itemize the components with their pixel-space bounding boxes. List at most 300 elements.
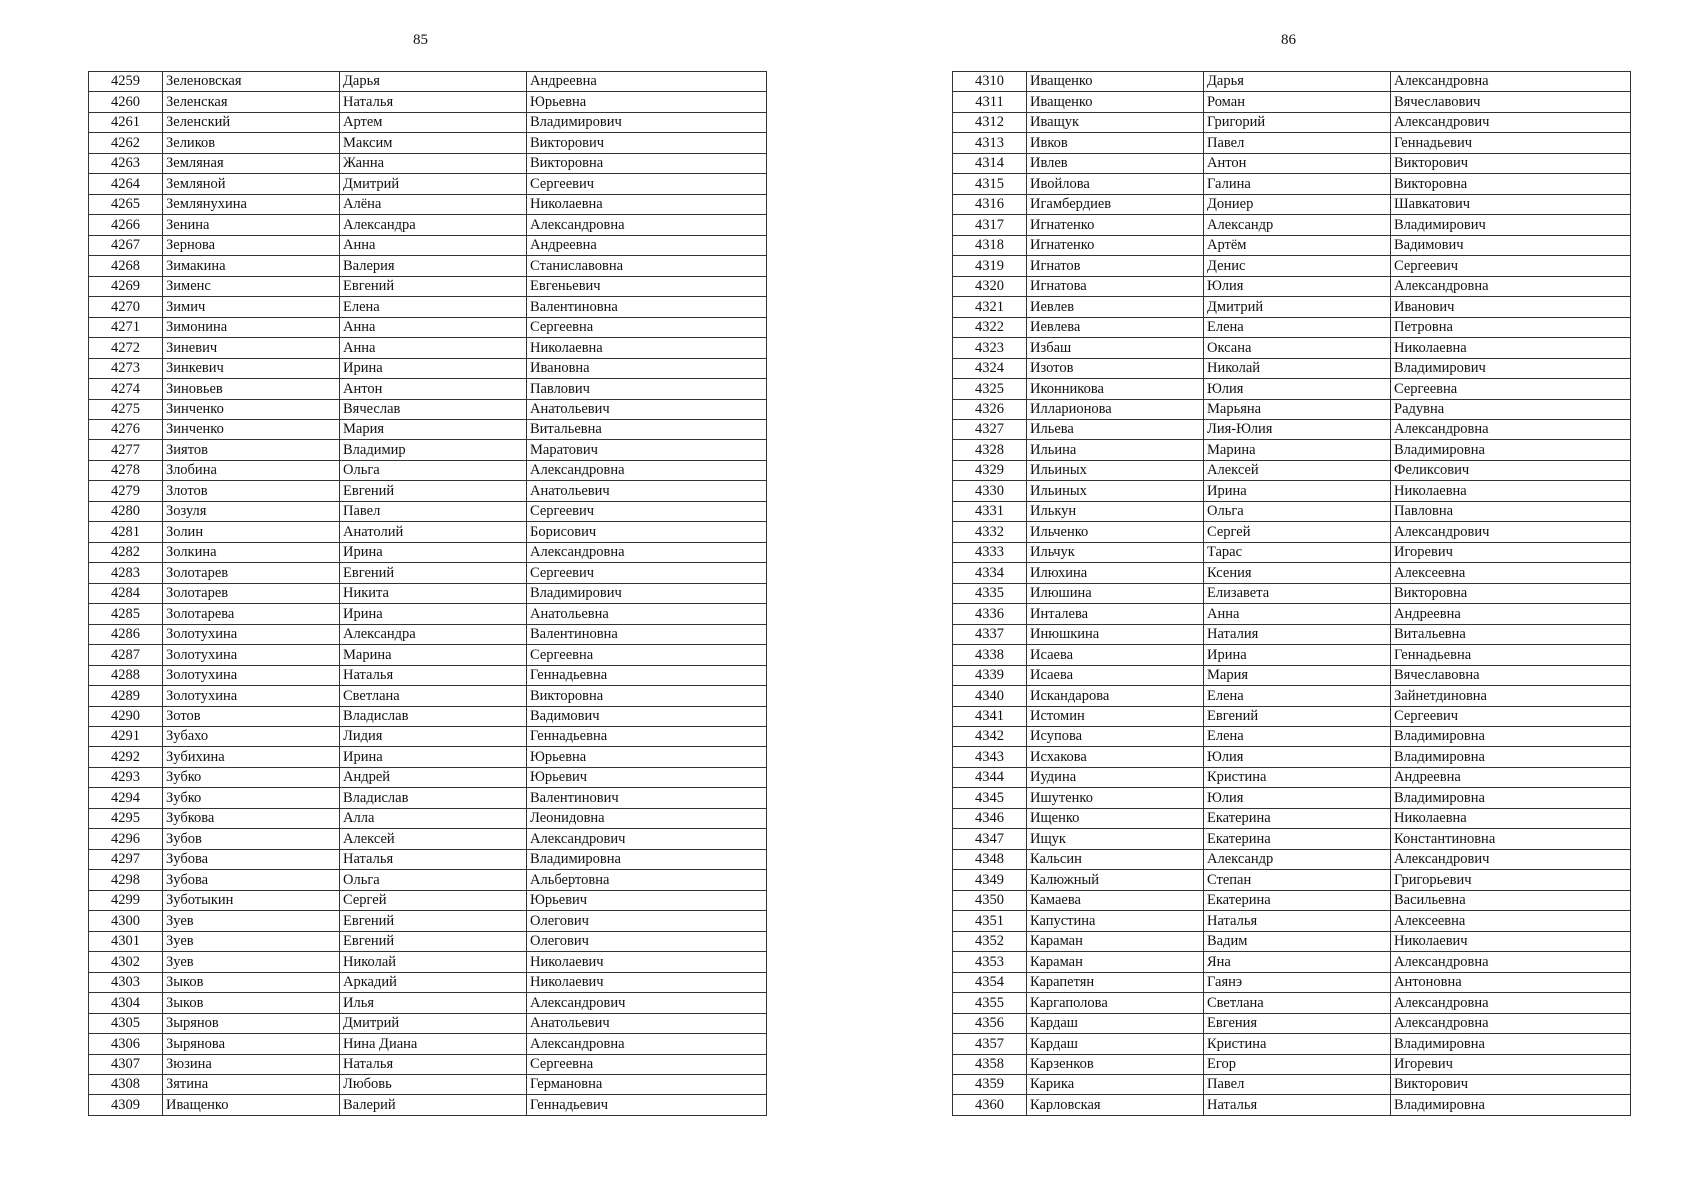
row-number-cell: 4332 — [953, 522, 1027, 542]
last-name-cell: Камаева — [1027, 890, 1204, 910]
row-number-cell: 4324 — [953, 358, 1027, 378]
table-row — [89, 645, 767, 665]
row-number-cell: 4356 — [953, 1013, 1027, 1033]
table-row — [89, 747, 767, 767]
row-number-cell: 4259 — [89, 72, 163, 92]
row-number-cell: 4261 — [89, 112, 163, 132]
row-number-cell: 4283 — [89, 563, 163, 583]
row-number-cell: 4295 — [89, 808, 163, 828]
first-name-cell: Денис — [1204, 256, 1391, 276]
last-name-cell: Зубова — [163, 870, 340, 890]
table-row — [953, 563, 1631, 583]
patronymic-cell: Петровна — [1391, 317, 1631, 337]
table-row — [953, 727, 1631, 747]
row-number-cell: 4267 — [89, 235, 163, 255]
patronymic-cell: Иванович — [1391, 297, 1631, 317]
names-table-page-85 — [88, 71, 767, 1116]
last-name-cell: Зинченко — [163, 399, 340, 419]
last-name-cell: Карапетян — [1027, 972, 1204, 992]
first-name-cell: Евгений — [340, 481, 527, 501]
last-name-cell: Иващенко — [163, 1095, 340, 1115]
patronymic-cell: Вячеславович — [1391, 92, 1631, 112]
last-name-cell: Карловская — [1027, 1095, 1204, 1115]
last-name-cell: Золин — [163, 522, 340, 542]
row-number-cell: 4284 — [89, 583, 163, 603]
last-name-cell: Зубов — [163, 829, 340, 849]
patronymic-cell: Вадимович — [1391, 235, 1631, 255]
patronymic-cell: Сергеевич — [527, 563, 767, 583]
patronymic-cell: Викторович — [1391, 153, 1631, 173]
last-name-cell: Исаева — [1027, 665, 1204, 685]
table-row — [953, 153, 1631, 173]
first-name-cell: Владимир — [340, 440, 527, 460]
page-number: 85 — [413, 32, 428, 48]
first-name-cell: Наталия — [1204, 624, 1391, 644]
last-name-cell: Зуботыкин — [163, 890, 340, 910]
row-number-cell: 4327 — [953, 419, 1027, 439]
last-name-cell: Зимакина — [163, 256, 340, 276]
patronymic-cell: Зайнетдиновна — [1391, 686, 1631, 706]
table-row — [89, 379, 767, 399]
table-row — [89, 338, 767, 358]
row-number-cell: 4344 — [953, 767, 1027, 787]
patronymic-cell: Олегович — [527, 911, 767, 931]
row-number-cell: 4337 — [953, 624, 1027, 644]
patronymic-cell: Сергеевна — [527, 317, 767, 337]
patronymic-cell: Александровна — [1391, 1013, 1631, 1033]
patronymic-cell: Валентиновна — [527, 624, 767, 644]
row-number-cell: 4273 — [89, 358, 163, 378]
table-row — [953, 297, 1631, 317]
last-name-cell: Карзенков — [1027, 1054, 1204, 1074]
first-name-cell: Андрей — [340, 767, 527, 787]
table-row — [953, 972, 1631, 992]
table-row — [89, 1034, 767, 1054]
table-row — [89, 808, 767, 828]
last-name-cell: Золотухина — [163, 686, 340, 706]
row-number-cell: 4286 — [89, 624, 163, 644]
first-name-cell: Владислав — [340, 788, 527, 808]
row-number-cell: 4341 — [953, 706, 1027, 726]
row-number-cell: 4315 — [953, 174, 1027, 194]
row-number-cell: 4277 — [89, 440, 163, 460]
table-row — [89, 72, 767, 92]
last-name-cell: Кардаш — [1027, 1034, 1204, 1054]
table-row — [953, 1034, 1631, 1054]
last-name-cell: Золотарев — [163, 563, 340, 583]
table-row — [953, 1074, 1631, 1094]
table-row — [89, 727, 767, 747]
first-name-cell: Алла — [340, 808, 527, 828]
last-name-cell: Изотов — [1027, 358, 1204, 378]
table-row — [953, 399, 1631, 419]
table-row — [89, 1054, 767, 1074]
first-name-cell: Юлия — [1204, 276, 1391, 296]
table-row — [953, 952, 1631, 972]
row-number-cell: 4275 — [89, 399, 163, 419]
table-row — [89, 419, 767, 439]
patronymic-cell: Александрович — [1391, 112, 1631, 132]
first-name-cell: Артём — [1204, 235, 1391, 255]
table-row — [953, 706, 1631, 726]
row-number-cell: 4288 — [89, 665, 163, 685]
row-number-cell: 4291 — [89, 727, 163, 747]
table-row — [89, 972, 767, 992]
last-name-cell: Зимич — [163, 297, 340, 317]
row-number-cell: 4282 — [89, 542, 163, 562]
table-row — [953, 993, 1631, 1013]
last-name-cell: Зиятов — [163, 440, 340, 460]
patronymic-cell: Геннадьевна — [1391, 645, 1631, 665]
patronymic-cell: Владимировна — [1391, 1034, 1631, 1054]
last-name-cell: Илларионова — [1027, 399, 1204, 419]
last-name-cell: Ищенко — [1027, 808, 1204, 828]
row-number-cell: 4354 — [953, 972, 1027, 992]
table-row — [89, 235, 767, 255]
last-name-cell: Зырянов — [163, 1013, 340, 1033]
patronymic-cell: Сергеевич — [1391, 706, 1631, 726]
first-name-cell: Кристина — [1204, 1034, 1391, 1054]
first-name-cell: Анатолий — [340, 522, 527, 542]
patronymic-cell: Александровна — [1391, 419, 1631, 439]
table-row — [89, 686, 767, 706]
table-row — [953, 440, 1631, 460]
table-row — [89, 317, 767, 337]
table-row — [953, 890, 1631, 910]
row-number-cell: 4338 — [953, 645, 1027, 665]
patronymic-cell: Александровна — [1391, 276, 1631, 296]
patronymic-cell: Геннадьевич — [527, 1095, 767, 1115]
last-name-cell: Ивойлова — [1027, 174, 1204, 194]
row-number-cell: 4279 — [89, 481, 163, 501]
row-number-cell: 4301 — [89, 931, 163, 951]
patronymic-cell: Андреевна — [527, 235, 767, 255]
table-row — [89, 911, 767, 931]
last-name-cell: Игнатенко — [1027, 235, 1204, 255]
first-name-cell: Александр — [1204, 849, 1391, 869]
row-number-cell: 4294 — [89, 788, 163, 808]
table-row — [953, 235, 1631, 255]
row-number-cell: 4336 — [953, 604, 1027, 624]
table-row — [89, 829, 767, 849]
first-name-cell: Елизавета — [1204, 583, 1391, 603]
table-row — [89, 604, 767, 624]
last-name-cell: Иващенко — [1027, 92, 1204, 112]
table-row — [89, 849, 767, 869]
row-number-cell: 4293 — [89, 767, 163, 787]
last-name-cell: Ильченко — [1027, 522, 1204, 542]
last-name-cell: Избаш — [1027, 338, 1204, 358]
table-row — [953, 72, 1631, 92]
table-row — [953, 1054, 1631, 1074]
patronymic-cell: Борисович — [527, 522, 767, 542]
table-row — [89, 767, 767, 787]
table-row — [953, 256, 1631, 276]
patronymic-cell: Викторовна — [1391, 174, 1631, 194]
patronymic-cell: Павловна — [1391, 501, 1631, 521]
patronymic-cell: Альбертовна — [527, 870, 767, 890]
row-number-cell: 4339 — [953, 665, 1027, 685]
last-name-cell: Иевлев — [1027, 297, 1204, 317]
last-name-cell: Игамбердиев — [1027, 194, 1204, 214]
table-row — [953, 788, 1631, 808]
row-number-cell: 4280 — [89, 501, 163, 521]
patronymic-cell: Александровна — [527, 542, 767, 562]
table-row — [89, 481, 767, 501]
first-name-cell: Владислав — [340, 706, 527, 726]
first-name-cell: Ирина — [340, 358, 527, 378]
first-name-cell: Евгений — [340, 931, 527, 951]
first-name-cell: Алексей — [340, 829, 527, 849]
row-number-cell: 4281 — [89, 522, 163, 542]
table-row — [89, 665, 767, 685]
first-name-cell: Вячеслав — [340, 399, 527, 419]
first-name-cell: Галина — [1204, 174, 1391, 194]
first-name-cell: Елена — [1204, 686, 1391, 706]
last-name-cell: Карика — [1027, 1074, 1204, 1094]
patronymic-cell: Феликсович — [1391, 460, 1631, 480]
patronymic-cell: Геннадьевна — [527, 665, 767, 685]
row-number-cell: 4353 — [953, 952, 1027, 972]
row-number-cell: 4309 — [89, 1095, 163, 1115]
patronymic-cell: Васильевна — [1391, 890, 1631, 910]
last-name-cell: Инталева — [1027, 604, 1204, 624]
first-name-cell: Антон — [340, 379, 527, 399]
table-row — [953, 645, 1631, 665]
last-name-cell: Зубко — [163, 767, 340, 787]
patronymic-cell: Николаевич — [527, 972, 767, 992]
row-number-cell: 4331 — [953, 501, 1027, 521]
row-number-cell: 4305 — [89, 1013, 163, 1033]
patronymic-cell: Маратович — [527, 440, 767, 460]
patronymic-cell: Радувна — [1391, 399, 1631, 419]
patronymic-cell: Константиновна — [1391, 829, 1631, 849]
first-name-cell: Анна — [340, 338, 527, 358]
first-name-cell: Егор — [1204, 1054, 1391, 1074]
table-row — [89, 788, 767, 808]
first-name-cell: Алексей — [1204, 460, 1391, 480]
patronymic-cell: Владимировна — [1391, 788, 1631, 808]
patronymic-cell: Владимирович — [1391, 215, 1631, 235]
table-row — [89, 522, 767, 542]
patronymic-cell: Александровна — [527, 460, 767, 480]
first-name-cell: Николай — [1204, 358, 1391, 378]
row-number-cell: 4326 — [953, 399, 1027, 419]
last-name-cell: Злобина — [163, 460, 340, 480]
row-number-cell: 4266 — [89, 215, 163, 235]
first-name-cell: Павел — [340, 501, 527, 521]
table-row — [89, 501, 767, 521]
last-name-cell: Землянухина — [163, 194, 340, 214]
last-name-cell: Иевлева — [1027, 317, 1204, 337]
patronymic-cell: Вадимович — [527, 706, 767, 726]
last-name-cell: Земляная — [163, 153, 340, 173]
first-name-cell: Ирина — [1204, 645, 1391, 665]
last-name-cell: Зинкевич — [163, 358, 340, 378]
patronymic-cell: Викторович — [527, 133, 767, 153]
first-name-cell: Валерия — [340, 256, 527, 276]
last-name-cell: Зеленский — [163, 112, 340, 132]
table-row — [953, 1095, 1631, 1115]
first-name-cell: Ольга — [340, 460, 527, 480]
table-row — [953, 174, 1631, 194]
first-name-cell: Светлана — [1204, 993, 1391, 1013]
last-name-cell: Зуев — [163, 952, 340, 972]
first-name-cell: Марина — [340, 645, 527, 665]
last-name-cell: Золотарева — [163, 604, 340, 624]
first-name-cell: Роман — [1204, 92, 1391, 112]
first-name-cell: Ирина — [340, 747, 527, 767]
table-row — [89, 440, 767, 460]
table-row — [953, 501, 1631, 521]
last-name-cell: Золотухина — [163, 645, 340, 665]
row-number-cell: 4299 — [89, 890, 163, 910]
first-name-cell: Дмитрий — [1204, 297, 1391, 317]
patronymic-cell: Владимировна — [1391, 747, 1631, 767]
patronymic-cell: Шавкатович — [1391, 194, 1631, 214]
last-name-cell: Илюшина — [1027, 583, 1204, 603]
last-name-cell: Ишутенко — [1027, 788, 1204, 808]
last-name-cell: Калюжный — [1027, 870, 1204, 890]
patronymic-cell: Александровна — [1391, 952, 1631, 972]
first-name-cell: Дарья — [340, 72, 527, 92]
table-row — [953, 1013, 1631, 1033]
row-number-cell: 4359 — [953, 1074, 1027, 1094]
patronymic-cell: Викторовна — [1391, 583, 1631, 603]
patronymic-cell: Алексеевна — [1391, 563, 1631, 583]
patronymic-cell: Григорьевич — [1391, 870, 1631, 890]
last-name-cell: Ивков — [1027, 133, 1204, 153]
last-name-cell: Земляной — [163, 174, 340, 194]
first-name-cell: Елена — [1204, 317, 1391, 337]
row-number-cell: 4328 — [953, 440, 1027, 460]
row-number-cell: 4343 — [953, 747, 1027, 767]
first-name-cell: Павел — [1204, 133, 1391, 153]
patronymic-cell: Сергеевна — [527, 1054, 767, 1074]
first-name-cell: Ирина — [340, 542, 527, 562]
row-number-cell: 4307 — [89, 1054, 163, 1074]
row-number-cell: 4308 — [89, 1074, 163, 1094]
first-name-cell: Александра — [340, 215, 527, 235]
table-row — [953, 604, 1631, 624]
patronymic-cell: Владимирович — [527, 112, 767, 132]
last-name-cell: Иудина — [1027, 767, 1204, 787]
patronymic-cell: Александровна — [1391, 993, 1631, 1013]
last-name-cell: Зубова — [163, 849, 340, 869]
table-row — [89, 1013, 767, 1033]
patronymic-cell: Валентиновна — [527, 297, 767, 317]
table-row — [89, 931, 767, 951]
last-name-cell: Игнатова — [1027, 276, 1204, 296]
patronymic-cell: Анатольевич — [527, 1013, 767, 1033]
row-number-cell: 4311 — [953, 92, 1027, 112]
first-name-cell: Анна — [340, 235, 527, 255]
patronymic-cell: Николаевич — [527, 952, 767, 972]
patronymic-cell: Олегович — [527, 931, 767, 951]
first-name-cell: Сергей — [1204, 522, 1391, 542]
first-name-cell: Александр — [1204, 215, 1391, 235]
table-row — [89, 870, 767, 890]
last-name-cell: Исаева — [1027, 645, 1204, 665]
patronymic-cell: Викторовна — [527, 153, 767, 173]
patronymic-cell: Витальевна — [1391, 624, 1631, 644]
last-name-cell: Ильиных — [1027, 481, 1204, 501]
patronymic-cell: Геннадьевна — [527, 727, 767, 747]
patronymic-cell: Анатольевич — [527, 481, 767, 501]
row-number-cell: 4270 — [89, 297, 163, 317]
patronymic-cell: Николаевна — [527, 194, 767, 214]
patronymic-cell: Викторовна — [527, 686, 767, 706]
last-name-cell: Исупова — [1027, 727, 1204, 747]
patronymic-cell: Анатольевич — [527, 399, 767, 419]
first-name-cell: Евгений — [340, 276, 527, 296]
row-number-cell: 4263 — [89, 153, 163, 173]
row-number-cell: 4357 — [953, 1034, 1027, 1054]
first-name-cell: Гаянэ — [1204, 972, 1391, 992]
table-row — [953, 317, 1631, 337]
first-name-cell: Николай — [340, 952, 527, 972]
first-name-cell: Екатерина — [1204, 808, 1391, 828]
table-row — [89, 256, 767, 276]
last-name-cell: Ильиных — [1027, 460, 1204, 480]
table-row — [953, 481, 1631, 501]
first-name-cell: Анна — [1204, 604, 1391, 624]
patronymic-cell: Николаевна — [1391, 481, 1631, 501]
first-name-cell: Ирина — [340, 604, 527, 624]
row-number-cell: 4317 — [953, 215, 1027, 235]
row-number-cell: 4320 — [953, 276, 1027, 296]
first-name-cell: Анна — [340, 317, 527, 337]
patronymic-cell: Сергеевич — [527, 174, 767, 194]
last-name-cell: Инюшкина — [1027, 624, 1204, 644]
row-number-cell: 4262 — [89, 133, 163, 153]
first-name-cell: Юлия — [1204, 788, 1391, 808]
last-name-cell: Игнатенко — [1027, 215, 1204, 235]
row-number-cell: 4319 — [953, 256, 1027, 276]
table-row — [89, 399, 767, 419]
row-number-cell: 4314 — [953, 153, 1027, 173]
table-row — [953, 665, 1631, 685]
last-name-cell: Игнатов — [1027, 256, 1204, 276]
patronymic-cell: Владимирович — [1391, 358, 1631, 378]
last-name-cell: Зеленская — [163, 92, 340, 112]
row-number-cell: 4285 — [89, 604, 163, 624]
first-name-cell: Наталья — [340, 92, 527, 112]
patronymic-cell: Сергеевна — [527, 645, 767, 665]
row-number-cell: 4352 — [953, 931, 1027, 951]
patronymic-cell: Ивановна — [527, 358, 767, 378]
row-number-cell: 4300 — [89, 911, 163, 931]
row-number-cell: 4318 — [953, 235, 1027, 255]
last-name-cell: Илькун — [1027, 501, 1204, 521]
table-row — [89, 460, 767, 480]
patronymic-cell: Андреевна — [527, 72, 767, 92]
last-name-cell: Зеленовская — [163, 72, 340, 92]
last-name-cell: Зубкова — [163, 808, 340, 828]
page-number: 86 — [1281, 32, 1296, 48]
first-name-cell: Ксения — [1204, 563, 1391, 583]
row-number-cell: 4269 — [89, 276, 163, 296]
table-row — [89, 92, 767, 112]
row-number-cell: 4310 — [953, 72, 1027, 92]
first-name-cell: Евгений — [340, 563, 527, 583]
first-name-cell: Жанна — [340, 153, 527, 173]
row-number-cell: 4304 — [89, 993, 163, 1013]
patronymic-cell: Сергеевич — [1391, 256, 1631, 276]
last-name-cell: Иконникова — [1027, 379, 1204, 399]
row-number-cell: 4289 — [89, 686, 163, 706]
row-number-cell: 4264 — [89, 174, 163, 194]
